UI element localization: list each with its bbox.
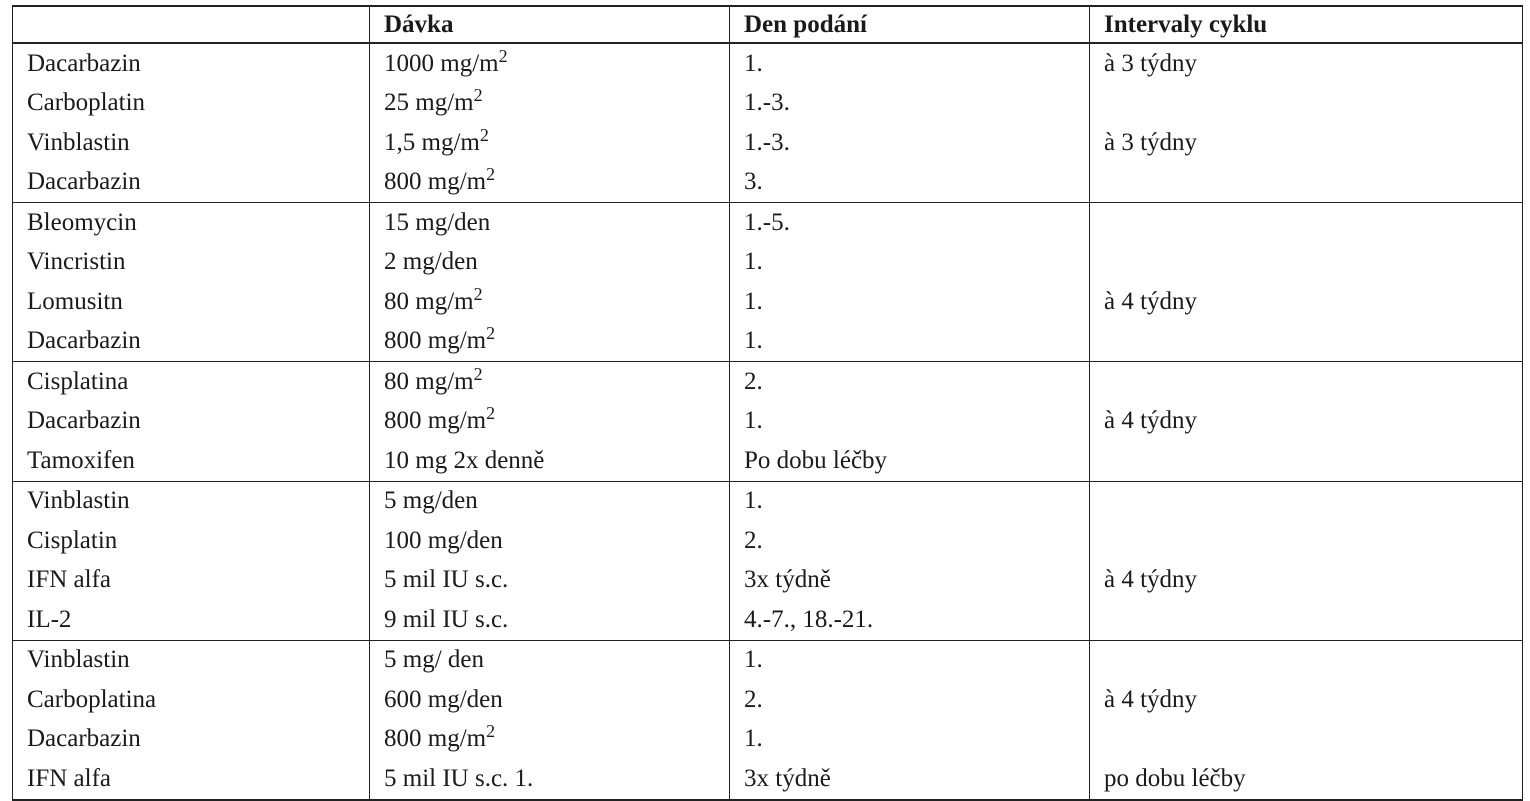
table-row	[13, 680, 1523, 720]
dose-cell	[370, 521, 730, 561]
interval-cell	[1090, 481, 1523, 521]
interval-cell	[1090, 640, 1523, 680]
day-cell: 1.-3.	[730, 123, 1090, 163]
drug-cell: IL-2	[13, 600, 370, 640]
interval-cell: à 4 týdny	[1090, 561, 1523, 601]
dose-cell	[370, 680, 730, 720]
dose-exponent: 2	[486, 721, 496, 742]
interval-cell	[1090, 600, 1523, 640]
dose-value: 100 mg/den	[384, 526, 503, 554]
table-row	[13, 720, 1523, 760]
dose-exponent: 2	[486, 403, 496, 424]
dose-value: 800 mg/m	[384, 725, 487, 753]
drug-cell: Bleomycin	[13, 203, 370, 243]
chemotherapy-regimen-table	[12, 5, 1523, 801]
dose-value: 600 mg/den	[384, 685, 503, 713]
interval-cell	[1090, 441, 1523, 481]
drug-cell: Vincristin	[13, 243, 370, 283]
regimen-group	[13, 43, 1523, 203]
day-cell: Po dobu léčby	[730, 441, 1090, 481]
interval-cell: po dobu léčby	[1090, 759, 1523, 800]
dose-cell	[370, 481, 730, 521]
table-row	[13, 362, 1523, 402]
dose-cell	[370, 441, 730, 481]
dose-exponent: 2	[479, 124, 489, 145]
header-row	[13, 6, 1523, 43]
interval-cell	[1090, 322, 1523, 362]
drug-cell: Cisplatina	[13, 362, 370, 402]
dose-cell	[370, 561, 730, 601]
dose-value: 800 mg/m	[384, 407, 487, 435]
regimen-group	[13, 362, 1523, 482]
day-cell: 2.	[730, 362, 1090, 402]
day-cell: 1.	[730, 481, 1090, 521]
interval-cell	[1090, 163, 1523, 203]
day-cell: 1.	[730, 282, 1090, 322]
table-row	[13, 203, 1523, 243]
dose-value: 1,5 mg/m	[384, 128, 480, 156]
day-cell: 1.	[730, 640, 1090, 680]
drug-cell: IFN alfa	[13, 561, 370, 601]
day-cell: 3x týdně	[730, 759, 1090, 800]
dose-cell	[370, 362, 730, 402]
drug-cell: Dacarbazin	[13, 163, 370, 203]
dose-value: 5 mg/den	[384, 487, 478, 515]
dose-value: 1000 mg/m	[384, 49, 499, 77]
interval-cell	[1090, 243, 1523, 283]
interval-cell	[1090, 84, 1523, 124]
drug-cell: Carboplatin	[13, 84, 370, 124]
dose-value: 5 mil IU s.c.	[384, 566, 509, 594]
table-row	[13, 163, 1523, 203]
day-cell: 2.	[730, 521, 1090, 561]
table-row	[13, 43, 1523, 84]
interval-cell	[1090, 362, 1523, 402]
dose-value: 80 mg/m	[384, 367, 474, 395]
regimen-group	[13, 481, 1523, 640]
table-row	[13, 561, 1523, 601]
dose-exponent: 2	[473, 283, 483, 304]
interval-cell: à 4 týdny	[1090, 680, 1523, 720]
regimen-group	[13, 640, 1523, 800]
table-row	[13, 402, 1523, 442]
drug-cell: Carboplatina	[13, 680, 370, 720]
day-cell: 1.	[730, 322, 1090, 362]
table-row	[13, 441, 1523, 481]
day-cell: 1.	[730, 43, 1090, 84]
drug-cell: Tamoxifen	[13, 441, 370, 481]
drug-cell: Lomusitn	[13, 282, 370, 322]
table-row	[13, 243, 1523, 283]
drug-cell: Dacarbazin	[13, 720, 370, 760]
drug-cell: Vinblastin	[13, 640, 370, 680]
day-cell: 1.	[730, 402, 1090, 442]
header-day: Den podání	[730, 6, 1090, 43]
table-row	[13, 640, 1523, 680]
interval-cell: à 4 týdny	[1090, 282, 1523, 322]
day-cell: 4.-7., 18.-21.	[730, 600, 1090, 640]
dose-cell	[370, 282, 730, 322]
drug-cell: Dacarbazin	[13, 322, 370, 362]
interval-cell: à 3 týdny	[1090, 43, 1523, 84]
dose-cell	[370, 640, 730, 680]
dose-cell	[370, 123, 730, 163]
dose-value: 5 mil IU s.c. 1.	[384, 764, 534, 792]
table-row	[13, 600, 1523, 640]
dose-cell	[370, 720, 730, 760]
drug-cell: Dacarbazin	[13, 43, 370, 84]
dose-cell	[370, 163, 730, 203]
table-row	[13, 123, 1523, 163]
drug-cell: Dacarbazin	[13, 402, 370, 442]
dose-value: 80 mg/m	[384, 287, 474, 315]
regimen-group	[13, 203, 1523, 362]
interval-cell: à 3 týdny	[1090, 123, 1523, 163]
dose-value: 800 mg/m	[384, 327, 487, 355]
interval-cell	[1090, 720, 1523, 760]
dose-cell	[370, 600, 730, 640]
drug-cell: Cisplatin	[13, 521, 370, 561]
drug-cell: IFN alfa	[13, 759, 370, 800]
table-row	[13, 84, 1523, 124]
interval-cell: à 4 týdny	[1090, 402, 1523, 442]
interval-cell	[1090, 203, 1523, 243]
dose-value: 10 mg 2x denně	[384, 446, 545, 474]
dose-value: 9 mil IU s.c.	[384, 605, 509, 633]
dose-cell	[370, 84, 730, 124]
dose-value: 25 mg/m	[384, 89, 474, 117]
dose-cell	[370, 43, 730, 84]
header-dose: Dávka	[370, 6, 730, 43]
header-drug	[13, 6, 370, 43]
day-cell: 1.-3.	[730, 84, 1090, 124]
dose-cell	[370, 759, 730, 800]
dose-value: 800 mg/m	[384, 168, 487, 196]
header-interval: Intervaly cyklu	[1090, 6, 1523, 43]
interval-cell	[1090, 521, 1523, 561]
dose-cell	[370, 402, 730, 442]
chemotherapy-regimen-table-sheet	[12, 5, 1522, 801]
dose-cell	[370, 322, 730, 362]
dose-cell	[370, 243, 730, 283]
table-row	[13, 322, 1523, 362]
day-cell: 3.	[730, 163, 1090, 203]
table-row	[13, 282, 1523, 322]
dose-exponent: 2	[473, 85, 483, 106]
dose-value: 15 mg/den	[384, 208, 491, 236]
table-row	[13, 759, 1523, 800]
table-header	[13, 6, 1523, 43]
day-cell: 1.	[730, 720, 1090, 760]
day-cell: 3x týdně	[730, 561, 1090, 601]
table-row	[13, 481, 1523, 521]
day-cell: 2.	[730, 680, 1090, 720]
drug-cell: Vinblastin	[13, 123, 370, 163]
dose-exponent: 2	[473, 363, 483, 384]
dose-value: 2 mg/den	[384, 248, 478, 276]
dose-exponent: 2	[498, 45, 508, 66]
day-cell: 1.	[730, 243, 1090, 283]
table-row	[13, 521, 1523, 561]
dose-exponent: 2	[486, 323, 496, 344]
day-cell: 1.-5.	[730, 203, 1090, 243]
dose-cell	[370, 203, 730, 243]
dose-value: 5 mg/ den	[384, 646, 484, 674]
drug-cell: Vinblastin	[13, 481, 370, 521]
dose-exponent: 2	[486, 164, 496, 185]
